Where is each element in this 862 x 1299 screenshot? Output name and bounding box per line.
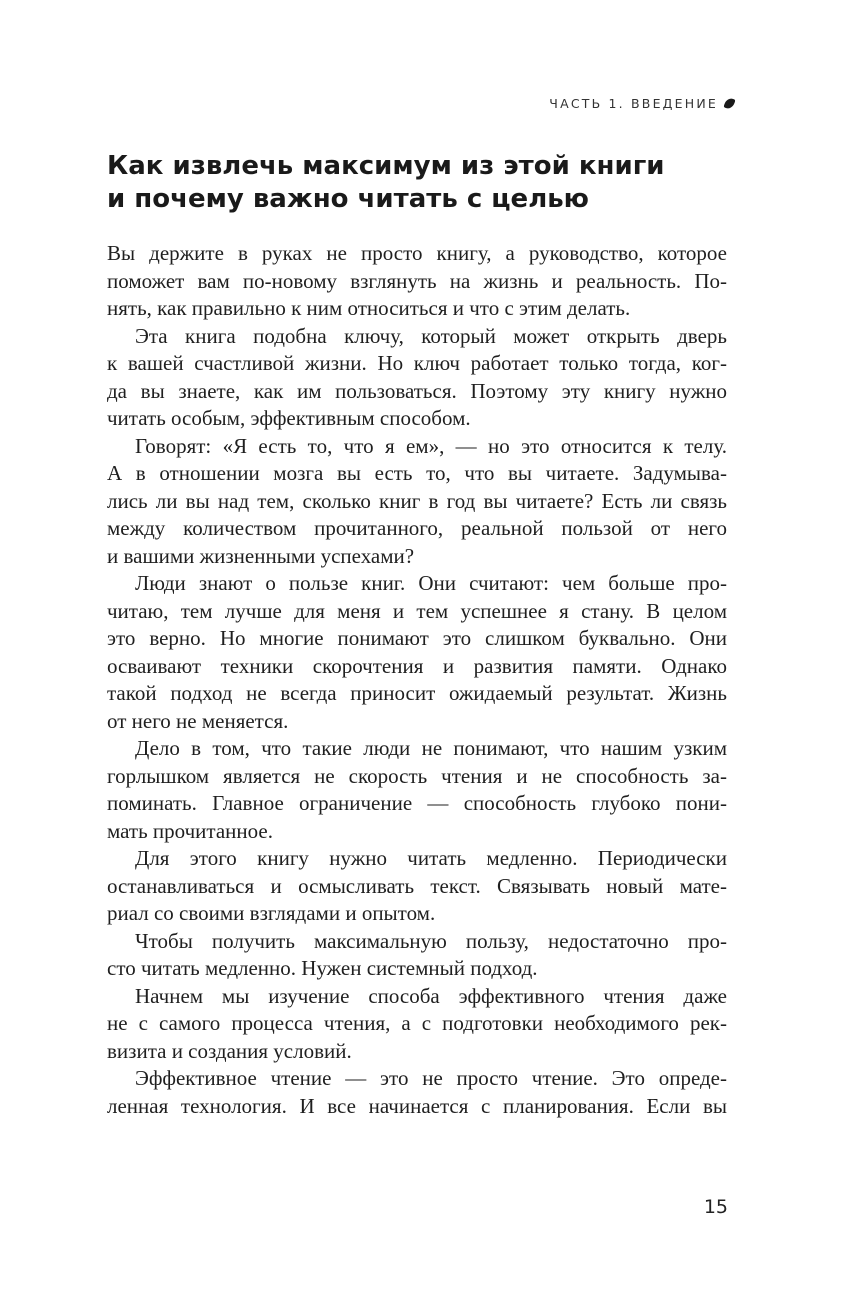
paragraph-line: Для этого книгу нужно читать медленно. Периодически bbox=[135, 846, 727, 870]
paragraph-line: останавливаться и осмысливать текст. Связывать новый мате- bbox=[107, 873, 727, 898]
paragraph-line: да вы знаете, как им пользоваться. Поэтому эту книгу нужно bbox=[107, 378, 727, 403]
running-header bbox=[549, 96, 734, 111]
body-text bbox=[107, 240, 727, 1120]
paragraph-line: А в отношении мозга вы есть то, что вы читаете. Задумыва- bbox=[107, 461, 727, 485]
paragraph-line: осваивают техники скорочтения и развития памяти. Однако bbox=[107, 653, 727, 678]
leaf-icon bbox=[723, 97, 735, 110]
paragraph-line: между количеством прочитанного, реальной пользой от него bbox=[107, 516, 727, 540]
paragraph-line: поможет вам по-новому взглянуть на жизнь и реальность. По- bbox=[107, 268, 727, 293]
paragraph-line: Говорят: «Я есть то, что я ем», — но это относится к телу. bbox=[135, 433, 727, 458]
paragraph bbox=[107, 928, 727, 983]
paragraph-line: к вашей счастливой жизни. Но ключ работает только тогда, ког- bbox=[107, 351, 727, 375]
paragraph bbox=[107, 570, 727, 735]
paragraph-line: лись ли вы над тем, сколько книг в год вы читаете? Есть ли связь bbox=[107, 488, 727, 513]
paragraph-line: Чтобы получить максимальную пользу, недостаточно про- bbox=[135, 928, 727, 953]
paragraph bbox=[107, 845, 727, 928]
paragraph-line: нять, как правильно к ним относиться и что с этим делать. bbox=[107, 296, 631, 320]
chapter-title-line: Как извлечь максимум из этой книги bbox=[107, 151, 665, 181]
paragraph-line: Начнем мы изучение способа эффективного чтения даже bbox=[135, 983, 727, 1008]
paragraph-line: горлышком является не скорость чтения и не способность за- bbox=[107, 763, 727, 788]
paragraph-line: от него не меняется. bbox=[107, 708, 289, 733]
paragraph-line: Вы держите в руках не просто книгу, а руководство, которое bbox=[107, 241, 727, 265]
paragraph-line: читаю, тем лучше для меня и тем успешнее я стану. В целом bbox=[107, 598, 727, 623]
paragraph-line: Эффективное чтение — это не просто чтение. Это опреде- bbox=[135, 1066, 727, 1090]
running-header-title: ЧАСТЬ 1. ВВЕДЕНИЕ bbox=[549, 96, 718, 111]
paragraph-line: и вашими жизненными успехами? bbox=[107, 543, 415, 568]
paragraph bbox=[107, 240, 727, 323]
paragraph bbox=[107, 323, 727, 433]
page-number: 15 bbox=[703, 1196, 728, 1218]
chapter-title bbox=[107, 150, 747, 216]
paragraph-line: визита и создания условий. bbox=[107, 1038, 352, 1063]
chapter-title-line: и почему важно читать с целью bbox=[107, 184, 589, 214]
paragraph-line: ленная технология. И все начинается с планирования. Если вы bbox=[107, 1093, 727, 1118]
paragraph-line: Люди знают о пользе книг. Они считают: чем больше про- bbox=[135, 571, 727, 595]
paragraph-line: поминать. Главное ограничение — способность глубоко пони- bbox=[107, 791, 727, 815]
paragraph bbox=[107, 983, 727, 1066]
paragraph-line: риал со своими взглядами и опытом. bbox=[107, 901, 436, 925]
paragraph-line: это верно. Но многие понимают это слишком буквально. Они bbox=[107, 626, 727, 650]
paragraph-line: сто читать медленно. Нужен системный подход. bbox=[107, 956, 538, 980]
paragraph bbox=[107, 735, 727, 845]
paragraph-line: не с самого процесса чтения, а с подготовки необходимого рек- bbox=[107, 1011, 727, 1035]
paragraph bbox=[107, 433, 727, 571]
paragraph-line: такой подход не всегда приносит ожидаемый результат. Жизнь bbox=[107, 681, 727, 705]
paragraph-line: Эта книга подобна ключу, который может открыть дверь bbox=[135, 323, 727, 348]
paragraph-line: читать особым, эффективным способом. bbox=[107, 406, 471, 430]
paragraph-line: Дело в том, что такие люди не понимают, что нашим узким bbox=[135, 736, 727, 760]
paragraph-line: мать прочитанное. bbox=[107, 818, 273, 843]
paragraph bbox=[107, 1065, 727, 1120]
